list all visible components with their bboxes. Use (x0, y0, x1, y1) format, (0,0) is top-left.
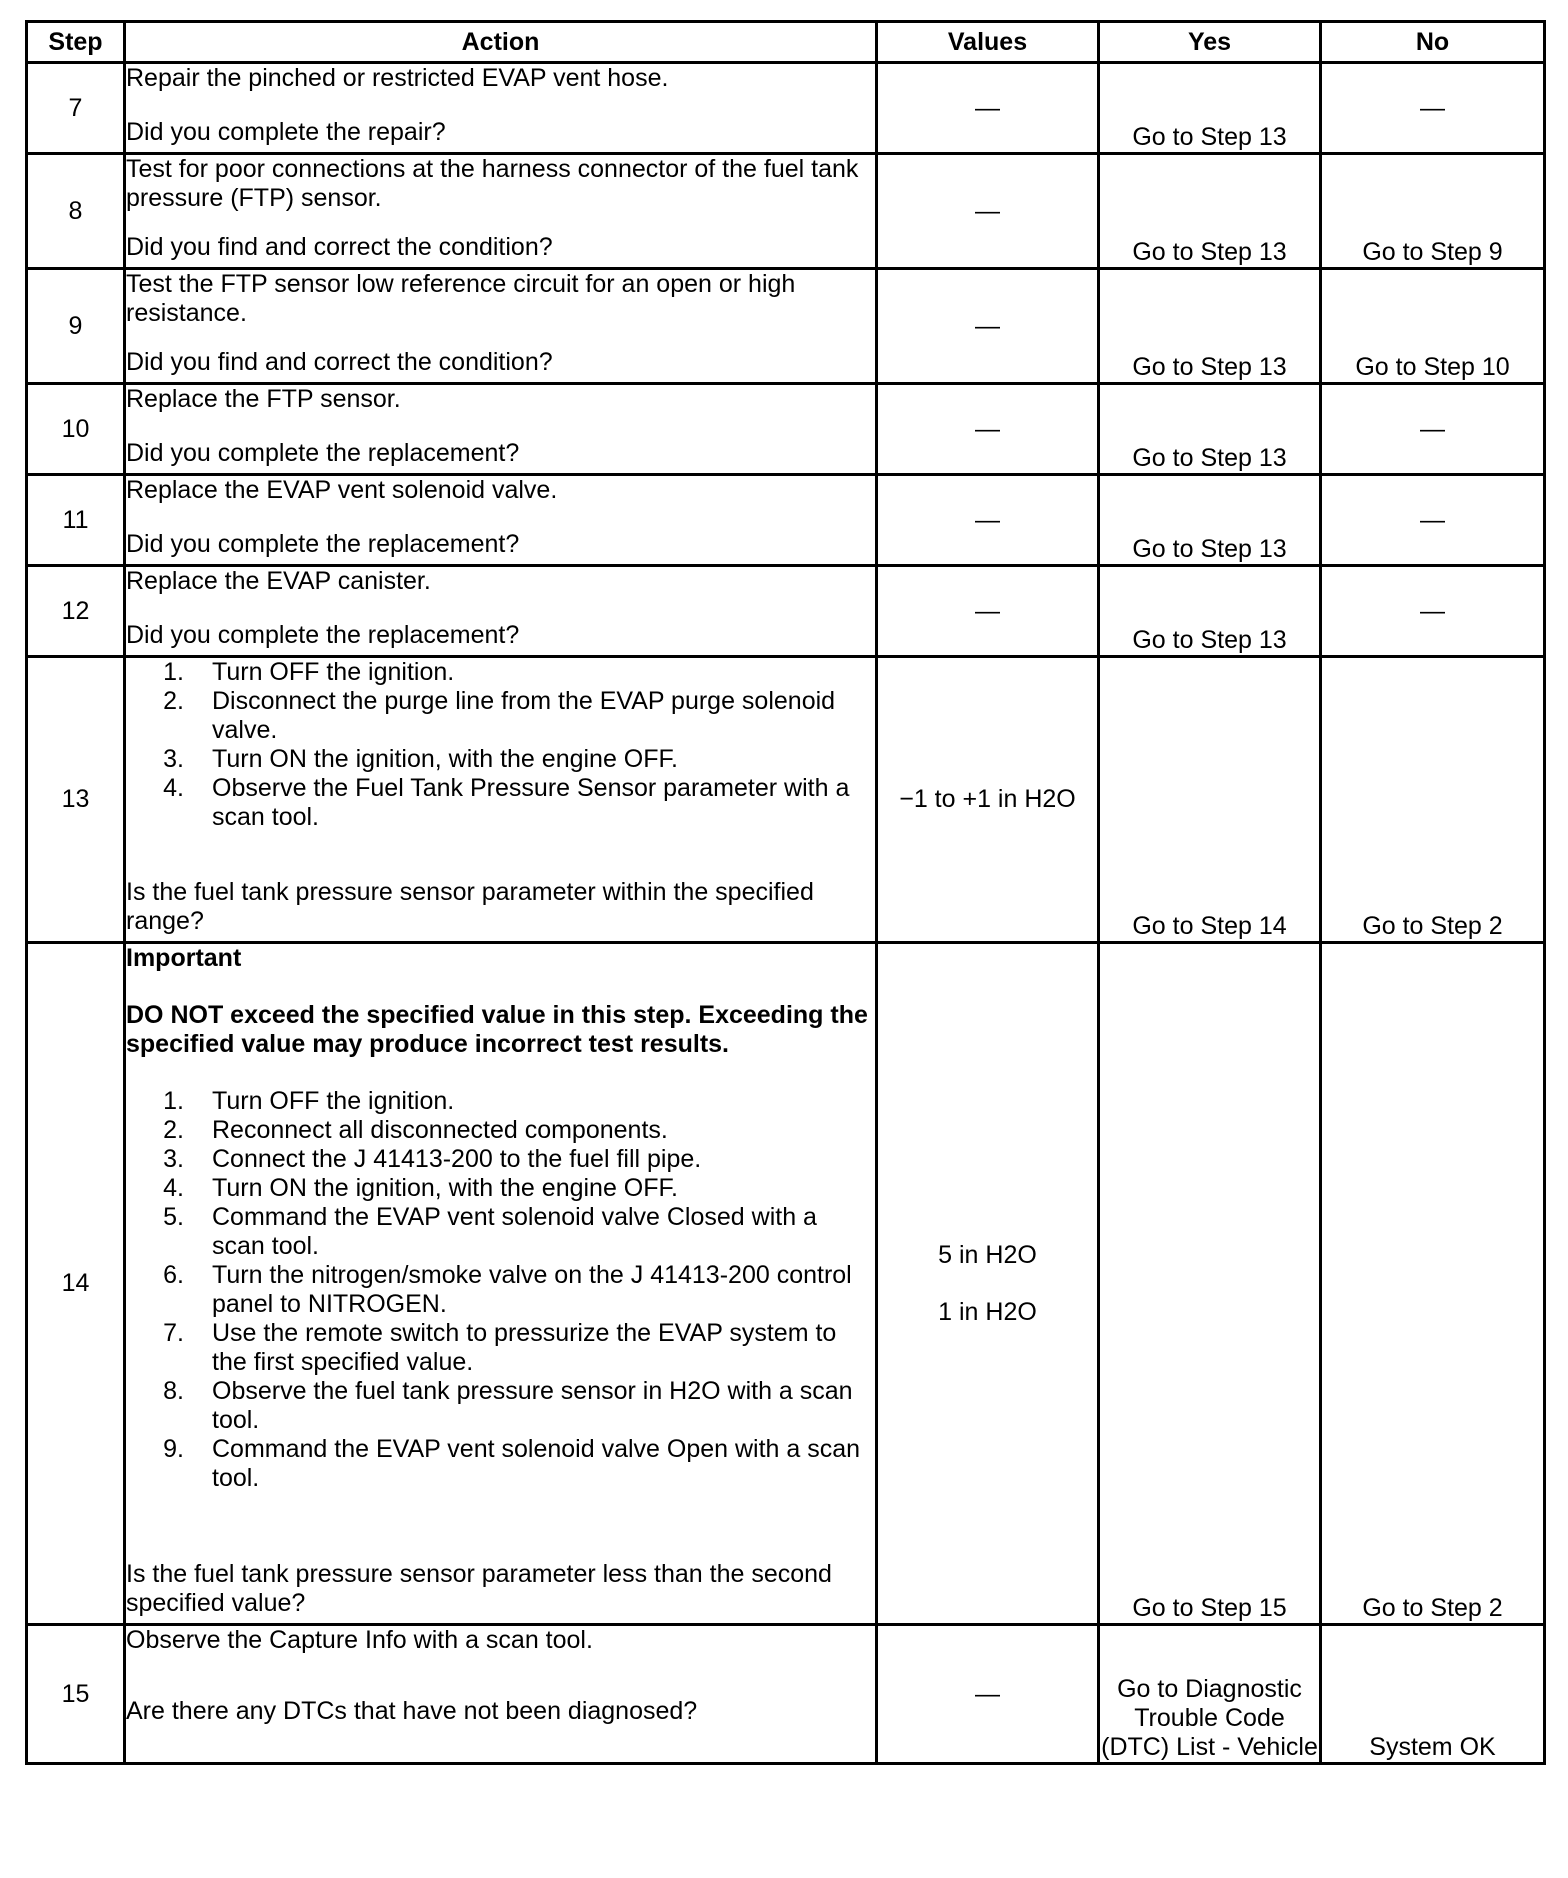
second-specified-value: 1 in H2O (938, 1297, 1037, 1326)
yes-cell: Go to Step 13 (1099, 566, 1321, 657)
values-cell: — (877, 1625, 1099, 1764)
step-number: 10 (27, 384, 125, 475)
step-number: 15 (27, 1625, 125, 1764)
first-specified-value: 5 in H2O (938, 1240, 1037, 1269)
no-cell: — (1321, 566, 1545, 657)
list-item: 6. Turn the nitrogen/smoke valve on the J 41413-200 control panel to NITROGEN. (163, 1261, 852, 1318)
action-cell (125, 154, 877, 269)
values-cell: — (877, 475, 1099, 566)
action-question: Did you find and correct the condition? (126, 348, 553, 376)
action-cell (125, 269, 877, 384)
header-yes: Yes (1099, 22, 1321, 63)
table-row-step-12 (27, 566, 1545, 657)
action-question: Did you complete the replacement? (126, 530, 520, 558)
action-text: Repair the pinched or restricted EVAP vent hose. (126, 64, 669, 92)
list-item: 4. Observe the Fuel Tank Pressure Sensor parameter with a scan tool. (163, 774, 850, 831)
step-number: 12 (27, 566, 125, 657)
list-item: 4. Turn ON the ignition, with the engine OFF. (163, 1174, 678, 1202)
action-text: Observe the Capture Info with a scan tool. (126, 1626, 593, 1654)
step-number: 11 (27, 475, 125, 566)
list-item: 9. Command the EVAP vent solenoid valve Open with a scan tool. (163, 1435, 861, 1492)
action-question: Is the fuel tank pressure sensor parameter within the specified range? (126, 878, 814, 935)
values-cell: — (877, 384, 1099, 475)
values-cell (877, 943, 1099, 1625)
action-question: Did you complete the replacement? (126, 621, 520, 649)
dtc-list-link: Go to Diagnostic Trouble Code (DTC) List - Vehicle (1099, 1625, 1321, 1764)
list-item: 5. Command the EVAP vent solenoid valve Closed with a scan tool. (163, 1203, 817, 1260)
action-question: Is the fuel tank pressure sensor parameter less than the second specified value? (126, 1560, 832, 1617)
yes-cell: Go to Step 13 (1099, 384, 1321, 475)
list-item: 3. Turn ON the ignition, with the engine OFF. (163, 745, 678, 773)
list-item: 1. Turn OFF the ignition. (163, 1087, 455, 1115)
values-cell: −1 to +1 in H2O (877, 657, 1099, 943)
table-row-step-11 (27, 475, 1545, 566)
list-item: 8. Observe the fuel tank pressure sensor in H2O with a scan tool. (163, 1377, 853, 1434)
action-question: Did you complete the replacement? (126, 439, 520, 467)
action-cell (125, 384, 877, 475)
yes-cell: Go to Step 13 (1099, 475, 1321, 566)
action-text: Replace the EVAP canister. (126, 567, 431, 595)
header-step: Step (27, 22, 125, 63)
action-text: Replace the FTP sensor. (126, 385, 401, 413)
procedure-list (126, 1087, 875, 1493)
table-row-step-14 (27, 943, 1545, 1625)
no-cell: Go to Step 2 (1321, 657, 1545, 943)
action-question: Are there any DTCs that have not been diagnosed? (126, 1697, 698, 1725)
table-row-step-15 (27, 1625, 1545, 1764)
action-text: Test for poor connections at the harness connector of the fuel tank pressure (FTP) sensor. (126, 155, 859, 212)
action-cell (125, 943, 877, 1625)
yes-cell: Go to Step 13 (1099, 154, 1321, 269)
list-item: 7. Use the remote switch to pressurize the EVAP system to the first specified value. (163, 1319, 837, 1376)
values-cell: — (877, 63, 1099, 154)
list-item: 1. Turn OFF the ignition. (163, 658, 455, 686)
header-values: Values (877, 22, 1099, 63)
no-cell: — (1321, 63, 1545, 154)
table-row-step-9 (27, 269, 1545, 384)
values-cell: — (877, 566, 1099, 657)
action-cell (125, 63, 877, 154)
header-no: No (1321, 22, 1545, 63)
action-cell (125, 566, 877, 657)
action-cell (125, 1625, 877, 1764)
step-number: 9 (27, 269, 125, 384)
procedure-list (126, 658, 875, 832)
action-text: Test the FTP sensor low reference circuit for an open or high resistance. (126, 270, 796, 327)
list-item: 2. Reconnect all disconnected components. (163, 1116, 668, 1144)
important-title: Important (126, 944, 242, 972)
action-question: Did you complete the repair? (126, 118, 446, 146)
important-text: DO NOT exceed the specified value in this step. Exceeding the specified value may produce incorrect test results. (126, 1001, 868, 1058)
yes-cell: Go to Step 13 (1099, 269, 1321, 384)
list-item: 2. Disconnect the purge line from the EVAP purge solenoid valve. (163, 687, 836, 744)
no-cell: System OK (1321, 1625, 1545, 1764)
action-text: Replace the EVAP vent solenoid valve. (126, 476, 558, 504)
step-number: 7 (27, 63, 125, 154)
diagnostic-table (25, 20, 1546, 1765)
table-row-step-13 (27, 657, 1545, 943)
step-number: 13 (27, 657, 125, 943)
values-cell: — (877, 154, 1099, 269)
action-cell (125, 657, 877, 943)
list-item: 3. Connect the J 41413-200 to the fuel fill pipe. (163, 1145, 702, 1173)
yes-cell: Go to Step 13 (1099, 63, 1321, 154)
values-cell: — (877, 269, 1099, 384)
header-row (27, 22, 1545, 63)
no-cell: Go to Step 2 (1321, 943, 1545, 1625)
action-question: Did you find and correct the condition? (126, 233, 553, 261)
table-row-step-8 (27, 154, 1545, 269)
action-cell (125, 475, 877, 566)
no-cell: — (1321, 475, 1545, 566)
no-cell: Go to Step 10 (1321, 269, 1545, 384)
step-number: 8 (27, 154, 125, 269)
table-row-step-7 (27, 63, 1545, 154)
no-cell: — (1321, 384, 1545, 475)
step-number: 14 (27, 943, 125, 1625)
no-cell: Go to Step 9 (1321, 154, 1545, 269)
table-row-step-10 (27, 384, 1545, 475)
header-action: Action (125, 22, 877, 63)
yes-cell: Go to Step 15 (1099, 943, 1321, 1625)
yes-cell: Go to Step 14 (1099, 657, 1321, 943)
